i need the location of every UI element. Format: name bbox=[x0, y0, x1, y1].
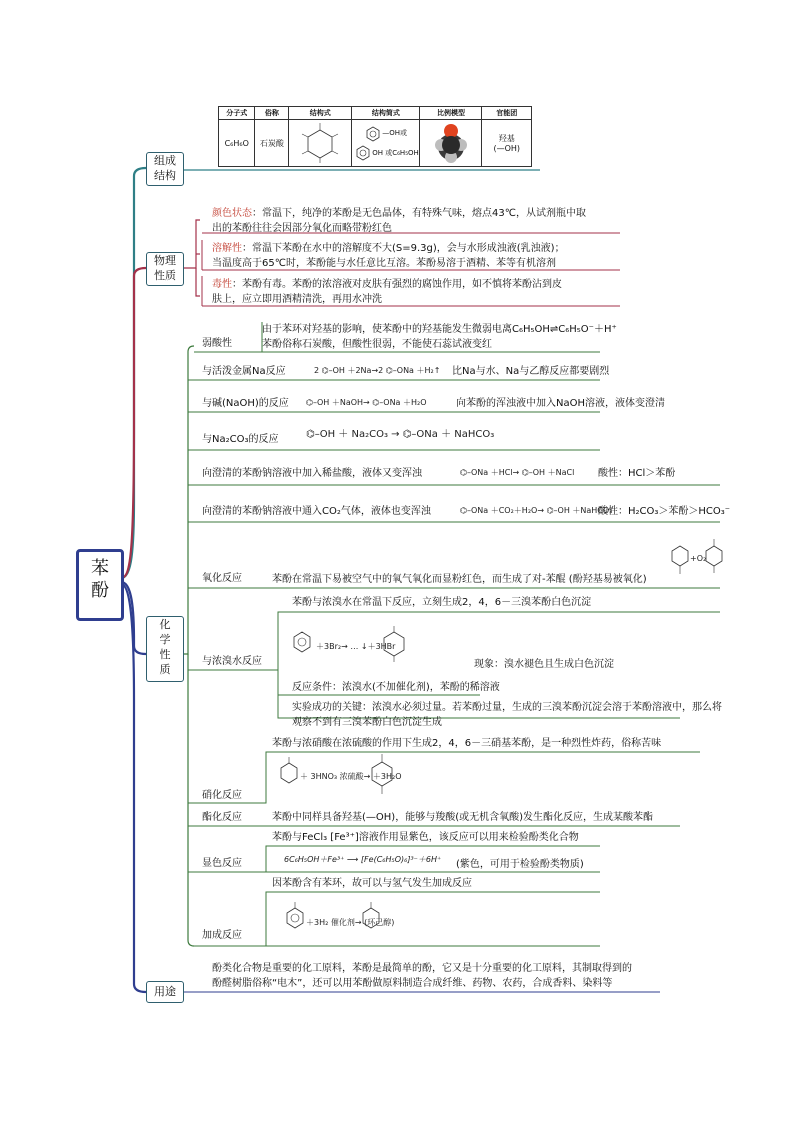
structure-table bbox=[218, 106, 532, 167]
sodium-reaction-label: 与活泼金属Na反应 bbox=[202, 366, 286, 377]
formula-cell: C₆H₆O bbox=[219, 120, 255, 167]
table-header: 俗称 bbox=[255, 107, 289, 120]
addition-equation: ＋3H₂ 催化剂→ (环己醇) bbox=[306, 918, 395, 927]
oxidation-text: 苯酚在常温下易被空气中的氧气氧化而显粉红色，而生成了对-苯醌 (酚羟基易被氧化) bbox=[272, 574, 647, 585]
simple-formula-cell: —OH或 OH 或C₆H₅OH bbox=[352, 120, 420, 167]
solubility-text: 溶解性：常温下苯酚在水中的溶解度不大(S=9.3g)，会与水形成浊液(乳浊液)； 当温度高于65℃时，苯酚能与水任意比互溶。苯酚易溶于酒精、苯等有机溶剂 bbox=[212, 243, 565, 269]
na2co3-reaction-equation: ⌬–OH ＋ Na₂CO₃ → ⌬–ONa ＋ NaHCO₃ bbox=[306, 429, 495, 440]
space-filling-model-cell bbox=[420, 120, 482, 167]
benzene-ring-icon bbox=[366, 127, 380, 141]
bromine-observation: 现象：溴水褪色且生成白色沉淀 bbox=[474, 659, 614, 670]
addition-text: 因苯酚含有苯环，故可以与氢气发生加成反应 bbox=[272, 878, 472, 889]
usage-text: 酚类化合物是重要的化工原料，苯酚是最简单的酚，它又是十分重要的化工原料，其制取得到的 酚醛树脂俗称“电木”，还可以用苯酚做原料制造合成纤维、药物、农药，合成香料、染料等 bbox=[212, 963, 632, 989]
nitration-text: 苯酚与浓硝酸在浓硫酸的作用下生成2，4，6－三硝基苯酚，是一种烈性炸药，俗称苦味 bbox=[272, 738, 662, 749]
table-header: 结构式 bbox=[289, 107, 352, 120]
structural-formula-cell bbox=[289, 120, 352, 167]
structural-formula-diagram bbox=[290, 120, 350, 164]
bromine-text: 苯酚与浓溴水在常温下反应，立刻生成2，4，6－三溴苯酚白色沉淀 bbox=[292, 597, 592, 608]
nitration-label: 硝化反应 bbox=[202, 790, 242, 801]
oxidation-label: 氧化反应 bbox=[202, 573, 242, 584]
naoh-reaction-note: 向苯酚的浑浊液中加入NaOH溶液，液体变澄清 bbox=[456, 398, 665, 409]
nitration-equation: ＋ 3HNO₃ 浓硫酸→ ＋3H₂O bbox=[300, 772, 402, 781]
esterification-label: 酯化反应 bbox=[202, 812, 242, 823]
sodium-reaction-note: 比Na与水、Na与乙醇反应都要剧烈 bbox=[452, 366, 610, 377]
bromine-reaction-label: 与浓溴水反应 bbox=[202, 656, 262, 667]
table-header: 官能团 bbox=[482, 107, 532, 120]
bromine-key: 实验成功的关键：浓溴水必须过量。若苯酚过量，生成的三溴苯酚沉淀会溶于苯酚溶液中，那么将 观察不到有三溴苯酚白色沉淀生成 bbox=[292, 702, 722, 728]
solubility-label: 溶解性 bbox=[212, 243, 242, 254]
table-header: 分子式 bbox=[219, 107, 255, 120]
functional-group-cell: 羟基 (—OH) bbox=[482, 120, 532, 167]
hcl-reaction-note: 酸性：HCl＞苯酚 bbox=[598, 468, 676, 479]
sodium-reaction-equation: 2 ⌬–OH ＋2Na→2 ⌬–ONa ＋H₂↑ bbox=[314, 366, 441, 375]
common-name-cell: 石炭酸 bbox=[255, 120, 289, 167]
addition-label: 加成反应 bbox=[202, 930, 242, 941]
color-reaction-text: 苯酚与FeCl₃ [Fe³⁺]溶液作用显紫色，该反应可以用来检验酚类化合物 bbox=[272, 832, 579, 843]
structure-node[interactable]: 组成 结构 bbox=[146, 152, 184, 186]
oxidation-equation: +O₂ bbox=[690, 554, 707, 563]
physical-node[interactable]: 物理 性质 bbox=[146, 252, 184, 286]
co2-reaction-label: 向澄清的苯酚钠溶液中通入CO₂气体，液体也变浑浊 bbox=[202, 506, 431, 517]
benzene-ring-icon bbox=[356, 146, 370, 160]
phenol-diagram bbox=[284, 902, 306, 928]
esterification-text: 苯酚中同样具备羟基(—OH)，能够与羧酸(或无机含氧酸)发生酯化反应，生成某酸苯酯 bbox=[272, 812, 653, 823]
naoh-reaction-equation: ⌬–OH ＋NaOH→ ⌬–ONa ＋H₂O bbox=[306, 398, 427, 407]
chemical-node[interactable]: 化 学 性 质 bbox=[146, 616, 184, 682]
table-header: 比例模型 bbox=[420, 107, 482, 120]
co2-reaction-equation: ⌬–ONa ＋CO₂＋H₂O→ ⌬–OH ＋NaHCO₃ bbox=[460, 506, 613, 515]
color-reaction-note: (紫色，可用于检验酚类物质) bbox=[456, 859, 584, 870]
color-reaction-label: 显色反应 bbox=[202, 858, 242, 869]
toxicity-text: 毒性：苯酚有毒。苯酚的浓溶液对皮肤有强烈的腐蚀作用，如不慎将苯酚沾到皮 肤上，应立即用酒精清洗，再用水冲洗 bbox=[212, 279, 562, 305]
phenol-diagram bbox=[292, 628, 312, 652]
root-node[interactable]: 苯 酚 bbox=[76, 549, 124, 621]
color-reaction-equation: 6C₆H₅OH＋Fe³⁺ ⟶ [Fe(C₆H₅O)₆]³⁻＋6H⁺ bbox=[284, 855, 442, 864]
hcl-reaction-label: 向澄清的苯酚钠溶液中加入稀盐酸，液体又变浑浊 bbox=[202, 468, 422, 479]
table-header: 结构简式 bbox=[352, 107, 420, 120]
weak-acid-label: 弱酸性 bbox=[202, 338, 232, 349]
color-state-text: 颜色状态：常温下，纯净的苯酚是无色晶体，有特殊气味，熔点43℃，从试剂瓶中取 出的苯酚往往会因部分氧化而略带粉红色 bbox=[212, 208, 586, 234]
phenol-diagram bbox=[278, 757, 300, 783]
space-filling-model-image bbox=[431, 121, 471, 163]
na2co3-reaction-label: 与Na₂CO₃的反应 bbox=[202, 434, 279, 445]
weak-acid-text: 由于苯环对羟基的影响，使苯酚中的羟基能发生微弱电离C₆H₅OH⇌C₆H₅O⁻＋H⁺ 苯酚俗称石炭酸，但酸性很弱，不能使石蕊试液变红 bbox=[262, 324, 617, 350]
bromine-condition: 反应条件：浓溴水(不加催化剂)，苯酚的稀溶液 bbox=[292, 682, 500, 693]
co2-reaction-note: 酸性：H₂CO₃＞苯酚＞HCO₃⁻ bbox=[598, 506, 731, 517]
toxicity-label: 毒性 bbox=[212, 279, 232, 290]
color-state-label: 颜色状态 bbox=[212, 208, 252, 219]
bromine-equation: ＋3Br₂→ … ↓＋3HBr bbox=[316, 642, 396, 651]
hcl-reaction-equation: ⌬–ONa ＋HCl→ ⌬–OH ＋NaCl bbox=[460, 468, 575, 477]
naoh-reaction-label: 与碱(NaOH)的反应 bbox=[202, 398, 289, 409]
usage-node[interactable]: 用途 bbox=[146, 981, 184, 1003]
